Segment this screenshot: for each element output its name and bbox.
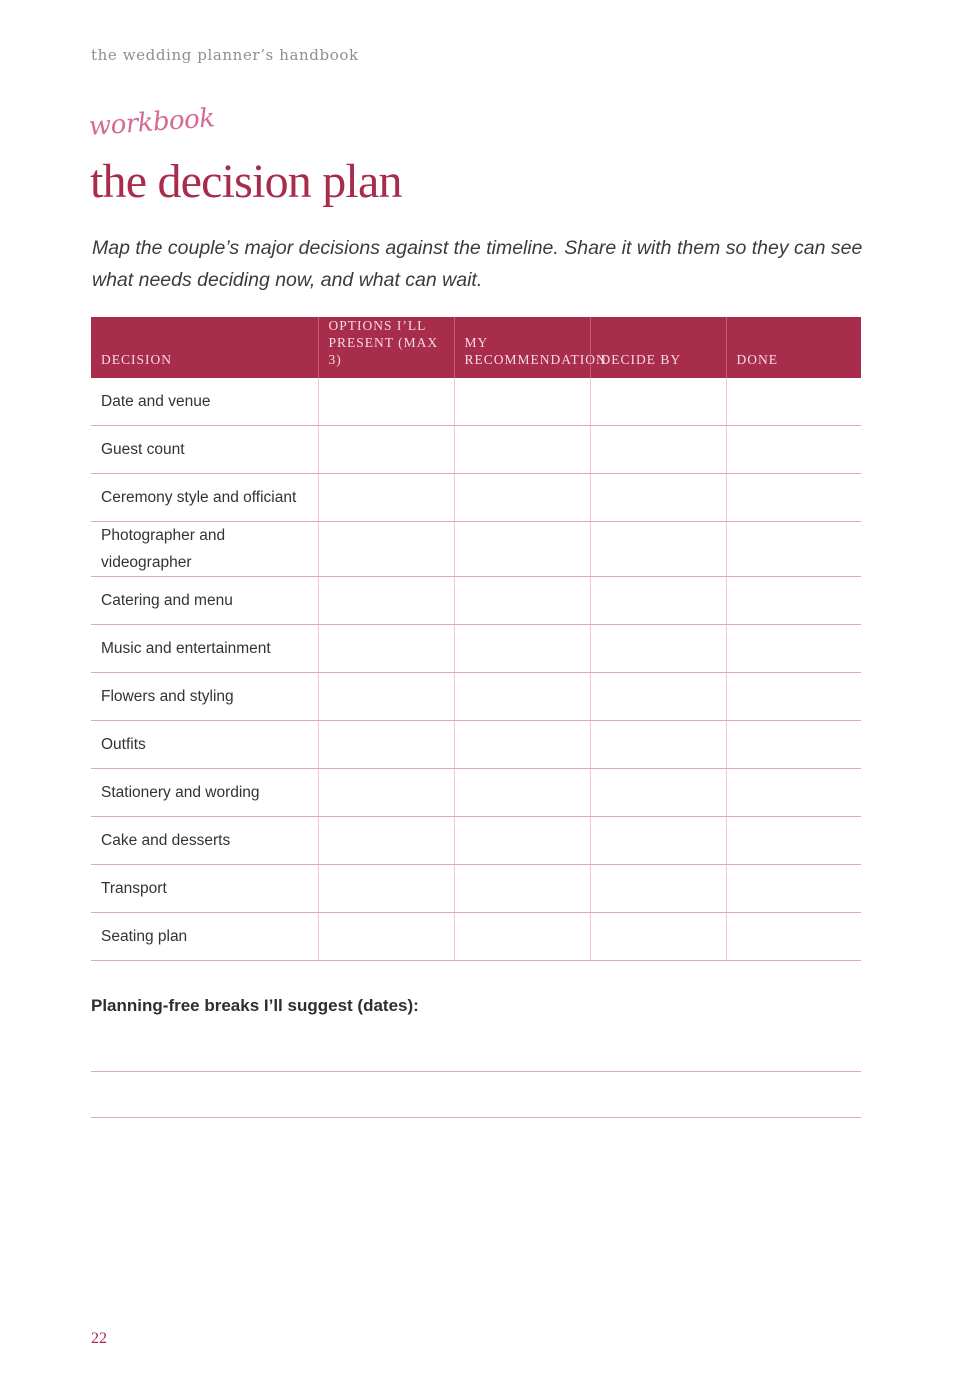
- options-cell[interactable]: [318, 865, 454, 913]
- options-cell[interactable]: [318, 673, 454, 721]
- recommendation-cell[interactable]: [454, 522, 590, 577]
- decision-cell: Flowers and styling: [91, 673, 318, 721]
- page-number: 22: [91, 1330, 107, 1347]
- table-header-row: [91, 317, 861, 378]
- decision-table: [91, 317, 861, 961]
- intro-text: Map the couple’s major decisions against the timeline. Share it with them so they can see what needs deciding now, and what can wait.: [92, 237, 863, 291]
- decide-by-cell[interactable]: [590, 817, 726, 865]
- options-cell[interactable]: [318, 625, 454, 673]
- recommendation-cell[interactable]: [454, 625, 590, 673]
- recommendation-cell[interactable]: [454, 817, 590, 865]
- done-cell[interactable]: [726, 378, 861, 426]
- done-cell[interactable]: [726, 522, 861, 577]
- table-row: [91, 522, 861, 577]
- decision-cell: Seating plan: [91, 913, 318, 961]
- decision-cell: Outfits: [91, 721, 318, 769]
- options-cell[interactable]: [318, 817, 454, 865]
- table-row: [91, 625, 861, 673]
- recommendation-cell[interactable]: [454, 474, 590, 522]
- decide-by-cell[interactable]: [590, 913, 726, 961]
- decision-cell: Music and entertainment: [91, 625, 318, 673]
- done-cell[interactable]: [726, 625, 861, 673]
- options-cell[interactable]: [318, 474, 454, 522]
- decide-by-cell[interactable]: [590, 522, 726, 577]
- table-row: [91, 769, 861, 817]
- table-row: [91, 426, 861, 474]
- decide-by-cell[interactable]: [590, 673, 726, 721]
- decide-by-cell[interactable]: [590, 474, 726, 522]
- decide-by-cell[interactable]: [590, 378, 726, 426]
- recommendation-cell[interactable]: [454, 865, 590, 913]
- done-cell[interactable]: [726, 913, 861, 961]
- table-row: [91, 378, 861, 426]
- options-cell[interactable]: [318, 426, 454, 474]
- options-cell[interactable]: [318, 769, 454, 817]
- done-cell[interactable]: [726, 721, 861, 769]
- recommendation-cell[interactable]: [454, 913, 590, 961]
- decision-cell: Stationery and wording: [91, 769, 318, 817]
- done-cell[interactable]: [726, 474, 861, 522]
- done-cell[interactable]: [726, 577, 861, 625]
- decide-by-cell[interactable]: [590, 865, 726, 913]
- page-title: the decision plan: [90, 155, 402, 208]
- column-header-decision: DECISION: [91, 317, 318, 378]
- table-row: [91, 913, 861, 961]
- decide-by-cell[interactable]: [590, 625, 726, 673]
- decision-cell: Catering and menu: [91, 577, 318, 625]
- done-cell[interactable]: [726, 817, 861, 865]
- decision-cell: Transport: [91, 865, 318, 913]
- recommendation-cell[interactable]: [454, 721, 590, 769]
- breaks-label: Planning-free breaks I’ll suggest (dates):: [91, 996, 419, 1015]
- recommendation-cell[interactable]: [454, 577, 590, 625]
- options-cell[interactable]: [318, 522, 454, 577]
- decision-cell: Cake and desserts: [91, 817, 318, 865]
- section-kicker: workbook: [87, 103, 216, 142]
- column-header-done: DONE: [726, 317, 861, 378]
- done-cell[interactable]: [726, 769, 861, 817]
- recommendation-cell[interactable]: [454, 673, 590, 721]
- table-row: [91, 673, 861, 721]
- breaks-write-line-1[interactable]: [91, 1071, 861, 1072]
- options-cell[interactable]: [318, 577, 454, 625]
- options-cell[interactable]: [318, 378, 454, 426]
- decide-by-cell[interactable]: [590, 426, 726, 474]
- decision-cell: Photographer and videographer: [91, 522, 318, 577]
- recommendation-cell[interactable]: [454, 378, 590, 426]
- recommendation-cell[interactable]: [454, 769, 590, 817]
- column-header-options: OPTIONS I’LL PRESENT (MAX 3): [318, 317, 454, 378]
- running-head: the wedding planner’s handbook: [91, 46, 359, 64]
- recommendation-cell[interactable]: [454, 426, 590, 474]
- decide-by-cell[interactable]: [590, 769, 726, 817]
- column-header-decide-by: DECIDE BY: [590, 317, 726, 378]
- done-cell[interactable]: [726, 426, 861, 474]
- table-row: [91, 577, 861, 625]
- decision-cell: Date and venue: [91, 378, 318, 426]
- decision-cell: Ceremony style and officiant: [91, 474, 318, 522]
- column-header-recommendation: MY RECOMMENDATION: [454, 317, 590, 378]
- decide-by-cell[interactable]: [590, 577, 726, 625]
- done-cell[interactable]: [726, 865, 861, 913]
- options-cell[interactable]: [318, 913, 454, 961]
- decide-by-cell[interactable]: [590, 721, 726, 769]
- table-row: [91, 865, 861, 913]
- table-row: [91, 817, 861, 865]
- done-cell[interactable]: [726, 673, 861, 721]
- decision-cell: Guest count: [91, 426, 318, 474]
- table-row: [91, 721, 861, 769]
- options-cell[interactable]: [318, 721, 454, 769]
- breaks-write-line-2[interactable]: [91, 1117, 861, 1118]
- table-row: [91, 474, 861, 522]
